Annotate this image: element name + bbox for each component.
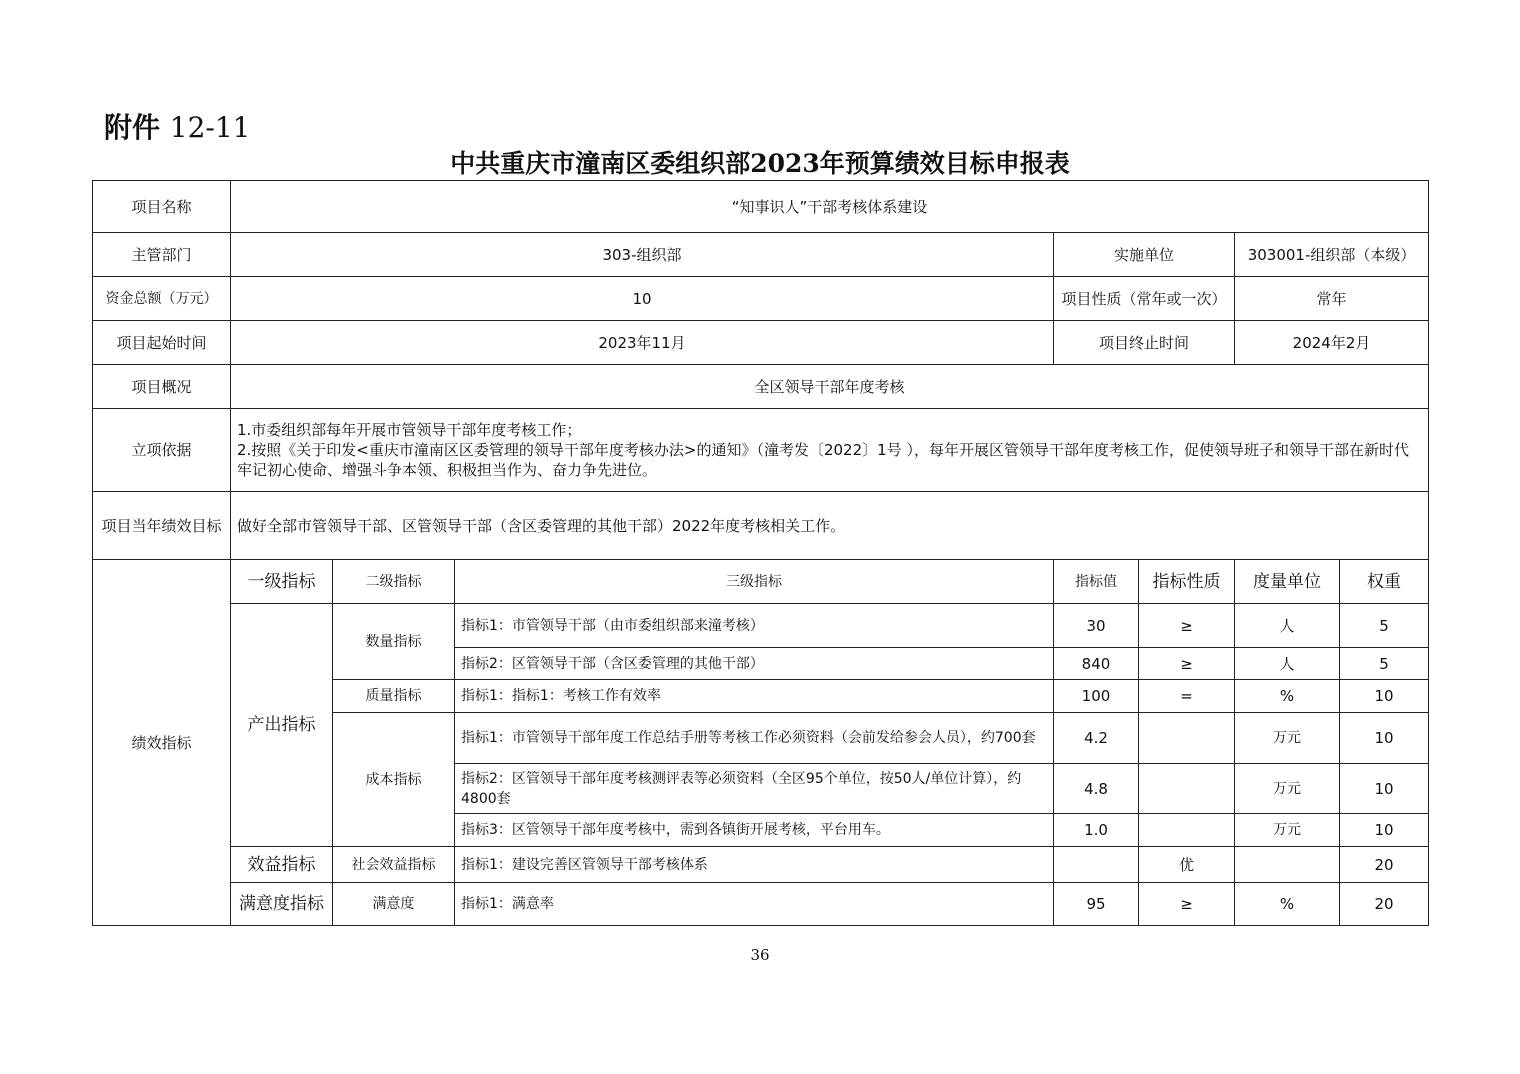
indicator-unit: 万元 — [1235, 814, 1340, 847]
header-level3: 三级指标 — [455, 560, 1054, 604]
dept-label: 主管部门 — [93, 233, 231, 277]
indicator-text: 指标1：满意率 — [455, 883, 1054, 926]
indicator-text: 指标3：区管领导干部年度考核中，需到各镇街开展考核，平台用车。 — [455, 814, 1054, 847]
indicator-nature — [1139, 713, 1235, 764]
unit-value: 303001-组织部（本级） — [1235, 233, 1429, 277]
header-level2: 二级指标 — [333, 560, 455, 604]
indicator-nature: 优 — [1139, 847, 1235, 883]
project-name-value: “知事识人”干部考核体系建设 — [231, 181, 1429, 233]
indicator-value: 100 — [1054, 680, 1139, 713]
end-label: 项目终止时间 — [1054, 321, 1235, 365]
indicator-text: 指标1：市管领导干部（由市委组织部来潼考核） — [455, 604, 1054, 648]
indicator-text: 指标1：指标1：考核工作有效率 — [455, 680, 1054, 713]
subgroup-quality: 质量指标 — [333, 680, 455, 713]
indicator-weight: 10 — [1340, 713, 1429, 764]
basis-label: 立项依据 — [93, 409, 231, 492]
attachment-label-text: 附件 — [104, 111, 161, 144]
indicator-unit: 万元 — [1235, 713, 1340, 764]
indicator-value: 4.8 — [1054, 764, 1139, 814]
indicator-text: 指标2：区管领导干部年度考核测评表等必须资料（全区95个单位，按50人/单位计算），约4800套 — [455, 764, 1054, 814]
page-title: 中共重庆市潼南区委组织部2023年预算绩效目标申报表 — [450, 149, 1070, 178]
group-output: 产出指标 — [231, 604, 333, 847]
header-value: 指标值 — [1054, 560, 1139, 604]
unit-label: 实施单位 — [1054, 233, 1235, 277]
indicator-weight: 20 — [1340, 883, 1429, 926]
indicator-weight: 5 — [1340, 604, 1429, 648]
indicator-text: 指标1：建设完善区管领导干部考核体系 — [455, 847, 1054, 883]
indicators-section-label: 绩效指标 — [93, 560, 231, 926]
indicator-nature: ≥ — [1139, 883, 1235, 926]
goal-label: 项目当年绩效目标 — [93, 492, 231, 560]
indicator-nature: = — [1139, 680, 1235, 713]
subgroup-social: 社会效益指标 — [333, 847, 455, 883]
header-nature: 指标性质 — [1139, 560, 1235, 604]
indicator-unit: 人 — [1235, 648, 1340, 680]
nature-label: 项目性质（常年或一次） — [1054, 277, 1235, 321]
basis-line-1: 1.市委组织部每年开展市管领导干部年度考核工作； — [237, 421, 582, 439]
indicator-value: 840 — [1054, 648, 1139, 680]
indicator-nature: ≥ — [1139, 604, 1235, 648]
basis-value — [231, 409, 1429, 492]
indicator-weight: 10 — [1340, 814, 1429, 847]
subgroup-satisfaction: 满意度 — [333, 883, 455, 926]
end-value: 2024年2月 — [1235, 321, 1429, 365]
indicator-value: 95 — [1054, 883, 1139, 926]
indicator-weight: 5 — [1340, 648, 1429, 680]
page-number: 36 — [750, 946, 770, 964]
overview-label: 项目概况 — [93, 365, 231, 409]
header-weight: 权重 — [1340, 560, 1429, 604]
indicator-text: 指标1：市管领导干部年度工作总结手册等考核工作必须资料（会前发给参会人员），约700套 — [455, 713, 1054, 764]
indicator-value — [1054, 847, 1139, 883]
indicator-unit: % — [1235, 680, 1340, 713]
header-level1: 一级指标 — [231, 560, 333, 604]
group-benefit: 效益指标 — [231, 847, 333, 883]
subgroup-cost: 成本指标 — [333, 713, 455, 847]
indicator-value: 4.2 — [1054, 713, 1139, 764]
attachment-number: 12-11 — [169, 111, 251, 144]
indicator-nature — [1139, 814, 1235, 847]
indicator-unit: 万元 — [1235, 764, 1340, 814]
performance-goal-table — [92, 180, 1429, 926]
group-satisfaction: 满意度指标 — [231, 883, 333, 926]
indicator-unit: % — [1235, 883, 1340, 926]
fund-label: 资金总额（万元） — [93, 277, 231, 321]
dept-value: 303-组织部 — [231, 233, 1054, 277]
indicator-weight: 10 — [1340, 680, 1429, 713]
start-value: 2023年11月 — [231, 321, 1054, 365]
attachment-label — [104, 106, 250, 146]
indicator-unit — [1235, 847, 1340, 883]
indicator-weight: 10 — [1340, 764, 1429, 814]
indicator-text: 指标2：区管领导干部（含区委管理的其他干部） — [455, 648, 1054, 680]
fund-value: 10 — [231, 277, 1054, 321]
start-label: 项目起始时间 — [93, 321, 231, 365]
indicator-value: 1.0 — [1054, 814, 1139, 847]
project-name-label: 项目名称 — [93, 181, 231, 233]
basis-line-2: 2.按照《关于印发<重庆市潼南区区委管理的领导干部年度考核办法>的通知》（潼考发〔2022〕1号 ），每年开展区管领导干部年度考核工作，促使领导班子和领导干部在新时代牢记初心使命、增强斗争本领、积极担当作为、奋力争先进位。 — [237, 441, 1409, 479]
indicator-unit: 人 — [1235, 604, 1340, 648]
nature-value: 常年 — [1235, 277, 1429, 321]
indicator-nature: ≥ — [1139, 648, 1235, 680]
overview-value: 全区领导干部年度考核 — [231, 365, 1429, 409]
goal-value: 做好全部市管领导干部、区管领导干部（含区委管理的其他干部）2022年度考核相关工作。 — [231, 492, 1429, 560]
header-unit: 度量单位 — [1235, 560, 1340, 604]
indicator-nature — [1139, 764, 1235, 814]
subgroup-quantity: 数量指标 — [333, 604, 455, 680]
indicator-value: 30 — [1054, 604, 1139, 648]
indicator-weight: 20 — [1340, 847, 1429, 883]
